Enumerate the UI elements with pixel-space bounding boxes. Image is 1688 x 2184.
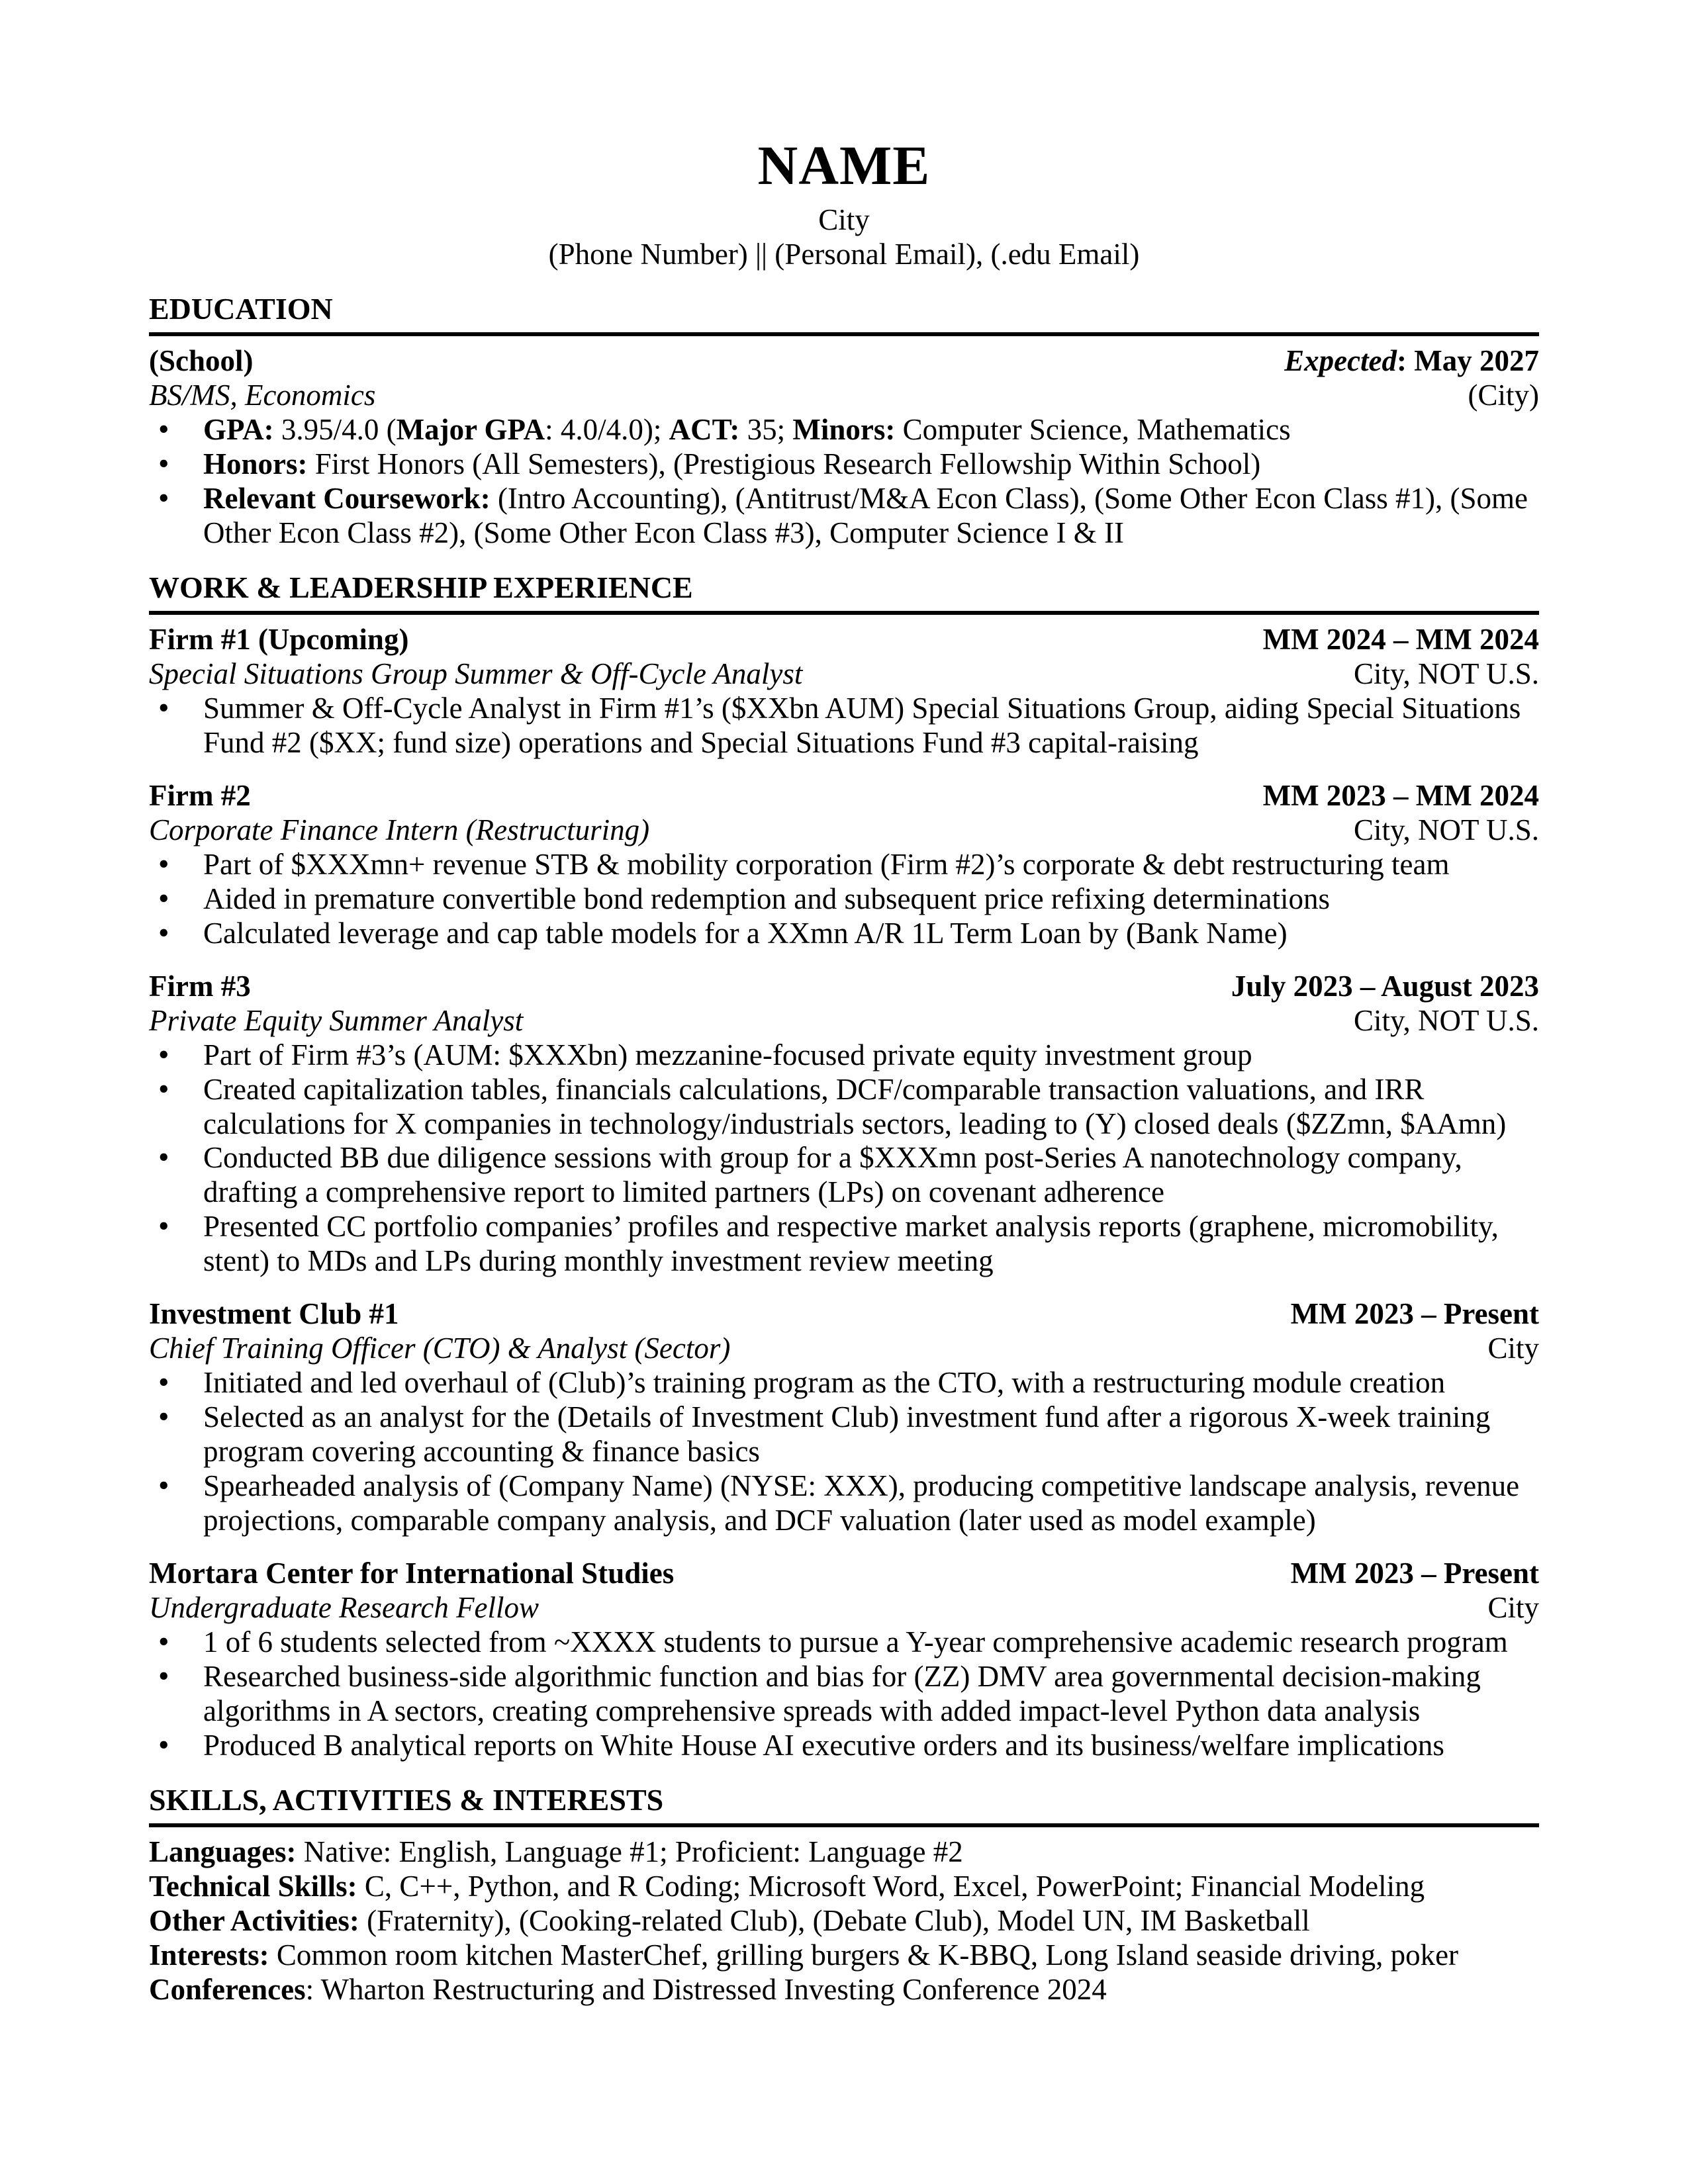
- entry-organization: [149, 623, 408, 657]
- text-segment: Selected as an analyst for the (Details of Investment Club) investment fund after a rigorous X-week training program covering accounting & finance basics: [203, 1400, 1491, 1469]
- text-segment: (Intro Accounting), (Antitrust/M&A Econ Class), (Some Other Econ Class #1), (Some Other Econ Class #2), (Some Other Econ Class #3), Computer Science I & II: [203, 482, 1528, 550]
- text-segment: (Fraternity), (Cooking-related Club), (Debate Club), Model UN, IM Basketball: [359, 1903, 1310, 1937]
- entry-subheader-row: [149, 813, 1539, 848]
- bullet-item: [149, 692, 1539, 760]
- text-segment: Other Activities:: [149, 1903, 359, 1937]
- entry-header-row: [149, 779, 1539, 813]
- bullet-item: [149, 882, 1539, 917]
- bullet-item: [149, 1729, 1539, 1763]
- entry-role: [149, 1004, 523, 1038]
- text-segment: Interests:: [149, 1938, 269, 1972]
- experience-entry: [149, 344, 1539, 551]
- entry-role: [149, 1332, 730, 1366]
- text-segment: Calculated leverage and cap table models for a XXmn A/R 1L Term Loan by (Bank Name): [203, 916, 1288, 950]
- bullet-item: [149, 482, 1539, 551]
- text-segment: MM 2023 – Present: [1290, 1297, 1539, 1331]
- entry-header-row: [149, 1297, 1539, 1332]
- bullet-item: [149, 1366, 1539, 1400]
- entry-bullets: [149, 1038, 1539, 1279]
- entry-organization: [149, 344, 254, 379]
- text-segment: Summer & Off-Cycle Analyst in Firm #1’s ($XXbn AUM) Special Situations Group, aiding Special Situations Fund #2 ($XX; fund size) operations and Special Situations Fund #3 capital-raising: [203, 691, 1521, 759]
- section-body: [149, 344, 1539, 551]
- text-segment: : 4.0/4.0);: [545, 413, 669, 447]
- section-body: [149, 1835, 1539, 2007]
- candidate-city: City: [818, 203, 870, 237]
- entry-organization: [149, 1557, 674, 1591]
- entry-dates: [1263, 779, 1539, 813]
- text-segment: Part of $XXXmn+ revenue STB & mobility corporation (Firm #2)’s corporate & debt restructuring team: [203, 847, 1450, 881]
- entry-subheader-row: [149, 657, 1539, 692]
- skills-line: [149, 1835, 1539, 1870]
- text-segment: Common room kitchen MasterChef, grilling burgers & K-BBQ, Long Island seaside driving, poker: [269, 1938, 1459, 1972]
- text-segment: City: [1487, 1591, 1539, 1625]
- text-segment: Undergraduate Research Fellow: [149, 1591, 539, 1625]
- text-segment: 1 of 6 students selected from ~XXXX students to pursue a Y-year comprehensive academic research program: [203, 1625, 1508, 1659]
- text-segment: 3.95/4.0 (: [273, 413, 397, 447]
- text-segment: Private Equity Summer Analyst: [149, 1003, 524, 1037]
- entry-bullets: [149, 848, 1539, 951]
- entry-header-row: [149, 970, 1539, 1004]
- bullet-item: [149, 848, 1539, 882]
- text-segment: MM 2024 – MM 2024: [1262, 622, 1539, 656]
- entry-subheader-row: [149, 1332, 1539, 1366]
- text-segment: Created capitalization tables, financials calculations, DCF/comparable transaction valuations, and IRR calculations for X companies in technology/industrials sectors, leading to (Y) closed deals ($ZZmn, $AAmn): [203, 1072, 1507, 1140]
- section-title: EDUCATION: [149, 292, 1539, 336]
- entry-location: [1354, 1004, 1539, 1038]
- resume-section: [149, 570, 1539, 1763]
- text-segment: : May 2027: [1397, 344, 1539, 378]
- bullet-item: [149, 1038, 1539, 1073]
- entry-dates: [1231, 970, 1539, 1004]
- entry-organization: [149, 779, 251, 813]
- entry-role: [149, 379, 375, 413]
- text-segment: Researched business-side algorithmic function and bias for (ZZ) DMV area governmental decision-making algorithms in A sectors, creating comprehensive spreads with added impact-level Python data analysis: [203, 1660, 1481, 1728]
- experience-entry: [149, 623, 1539, 760]
- text-segment: (School): [149, 344, 254, 378]
- entry-role: [149, 1591, 539, 1625]
- text-segment: Firm #1 (Upcoming): [149, 622, 409, 656]
- text-segment: Native: English, Language #1; Proficient: Language #2: [296, 1835, 963, 1868]
- text-segment: GPA:: [203, 413, 274, 447]
- entry-subheader-row: [149, 379, 1539, 413]
- experience-entry: [149, 1297, 1539, 1538]
- text-segment: City, NOT U.S.: [1353, 1003, 1539, 1037]
- text-segment: City, NOT U.S.: [1353, 813, 1539, 846]
- entry-dates: [1291, 1297, 1539, 1332]
- bullet-item: [149, 1073, 1539, 1142]
- text-segment: City, NOT U.S.: [1353, 657, 1539, 690]
- text-segment: Honors:: [203, 447, 308, 481]
- text-segment: Firm #2: [149, 778, 251, 812]
- text-segment: (City): [1468, 379, 1539, 412]
- text-segment: City: [1487, 1332, 1539, 1365]
- text-segment: MM 2023 – MM 2024: [1262, 778, 1539, 812]
- text-segment: Chief Training Officer (CTO) & Analyst (Sector): [149, 1332, 731, 1365]
- bullet-item: [149, 917, 1539, 951]
- entry-bullets: [149, 692, 1539, 760]
- skills-line: [149, 1973, 1539, 2007]
- text-segment: ACT:: [669, 413, 740, 447]
- text-segment: Expected: [1284, 344, 1397, 378]
- text-segment: MM 2023 – Present: [1290, 1557, 1539, 1590]
- text-segment: July 2023 – August 2023: [1231, 969, 1539, 1003]
- text-segment: Presented CC portfolio companies’ profiles and respective market analysis reports (graphene, micromobility, stent) to MDs and LPs during monthly investment review meeting: [203, 1210, 1499, 1278]
- bullet-item: [149, 447, 1539, 482]
- text-segment: First Honors (All Semesters), (Prestigious Research Fellowship Within School): [307, 447, 1261, 481]
- text-segment: Corporate Finance Intern (Restructuring): [149, 813, 650, 846]
- entry-subheader-row: [149, 1004, 1539, 1038]
- bullet-item: [149, 1469, 1539, 1538]
- text-segment: Special Situations Group Summer & Off-Cycle Analyst: [149, 657, 803, 690]
- candidate-name: NAME: [757, 135, 931, 197]
- text-segment: : Wharton Restructuring and Distressed Investing Conference 2024: [305, 1972, 1107, 2006]
- entry-bullets: [149, 1625, 1539, 1763]
- entry-dates: [1263, 623, 1539, 657]
- entry-location: [1487, 1332, 1539, 1366]
- text-segment: Mortara Center for International Studies: [149, 1557, 675, 1590]
- text-segment: 35;: [739, 413, 793, 447]
- text-segment: Minors:: [792, 413, 896, 447]
- entry-location: [1468, 379, 1540, 413]
- entry-organization: [149, 970, 251, 1004]
- section-title: WORK & LEADERSHIP EXPERIENCE: [149, 570, 1539, 615]
- bullet-item: [149, 1660, 1539, 1729]
- text-segment: Investment Club #1: [149, 1297, 399, 1331]
- contact-line: (Phone Number) || (Personal Email), (.edu Email): [548, 238, 1140, 271]
- bullet-item: [149, 1400, 1539, 1469]
- experience-entry: [149, 1557, 1539, 1763]
- skills-line: [149, 1938, 1539, 1973]
- entry-role: [149, 657, 802, 692]
- bullet-item: [149, 413, 1539, 447]
- resume-section: [149, 1783, 1539, 2007]
- entry-subheader-row: [149, 1591, 1539, 1625]
- section-body: [149, 623, 1539, 1763]
- entry-header-row: [149, 623, 1539, 657]
- text-segment: BS/MS, Economics: [149, 379, 376, 412]
- text-segment: Relevant Coursework:: [203, 482, 491, 516]
- text-segment: Produced B analytical reports on White House AI executive orders and its business/welfare implications: [203, 1728, 1444, 1762]
- entry-location: [1354, 813, 1539, 848]
- entry-location: [1487, 1591, 1539, 1625]
- resume-section: [149, 292, 1539, 551]
- text-segment: Spearheaded analysis of (Company Name) (NYSE: XXX), producing competitive landscape analysis, revenue projections, comparable company analysis, and DCF valuation (later used as model example): [203, 1469, 1520, 1537]
- entry-bullets: [149, 413, 1539, 551]
- text-segment: Part of Firm #3’s (AUM: $XXXbn) mezzanine-focused private equity investment group: [203, 1038, 1252, 1071]
- entry-dates: [1291, 1557, 1539, 1591]
- text-segment: Languages:: [149, 1835, 297, 1868]
- entry-header-row: [149, 1557, 1539, 1591]
- text-segment: Technical Skills:: [149, 1869, 357, 1903]
- sections-container: [149, 292, 1539, 2007]
- entry-bullets: [149, 1366, 1539, 1538]
- skills-line: [149, 1904, 1539, 1938]
- text-segment: Major GPA: [396, 413, 545, 447]
- text-segment: Initiated and led overhaul of (Club)’s training program as the CTO, with a restructuring module creation: [203, 1366, 1446, 1400]
- experience-entry: [149, 779, 1539, 951]
- text-segment: Firm #3: [149, 969, 251, 1003]
- text-segment: C, C++, Python, and R Coding; Microsoft Word, Excel, PowerPoint; Financial Modeling: [357, 1869, 1425, 1903]
- entry-header-row: [149, 344, 1539, 379]
- entry-role: [149, 813, 649, 848]
- text-segment: Aided in premature convertible bond redemption and subsequent price refixing determinations: [203, 882, 1330, 915]
- bullet-item: [149, 1210, 1539, 1279]
- entry-dates: [1284, 344, 1539, 379]
- resume-header: [149, 136, 1539, 272]
- text-segment: Conferences: [149, 1972, 306, 2006]
- bullet-item: [149, 1625, 1539, 1660]
- skills-line: [149, 1870, 1539, 1904]
- text-segment: Conducted BB due diligence sessions with group for a $XXXmn post-Series A nanotechnology company, drafting a comprehensive report to limited partners (LPs) on covenant adherence: [203, 1141, 1462, 1209]
- bullet-item: [149, 1141, 1539, 1210]
- section-title: SKILLS, ACTIVITIES & INTERESTS: [149, 1783, 1539, 1827]
- text-segment: Computer Science, Mathematics: [895, 413, 1291, 447]
- experience-entry: [149, 970, 1539, 1279]
- entry-location: [1354, 657, 1539, 692]
- entry-organization: [149, 1297, 399, 1332]
